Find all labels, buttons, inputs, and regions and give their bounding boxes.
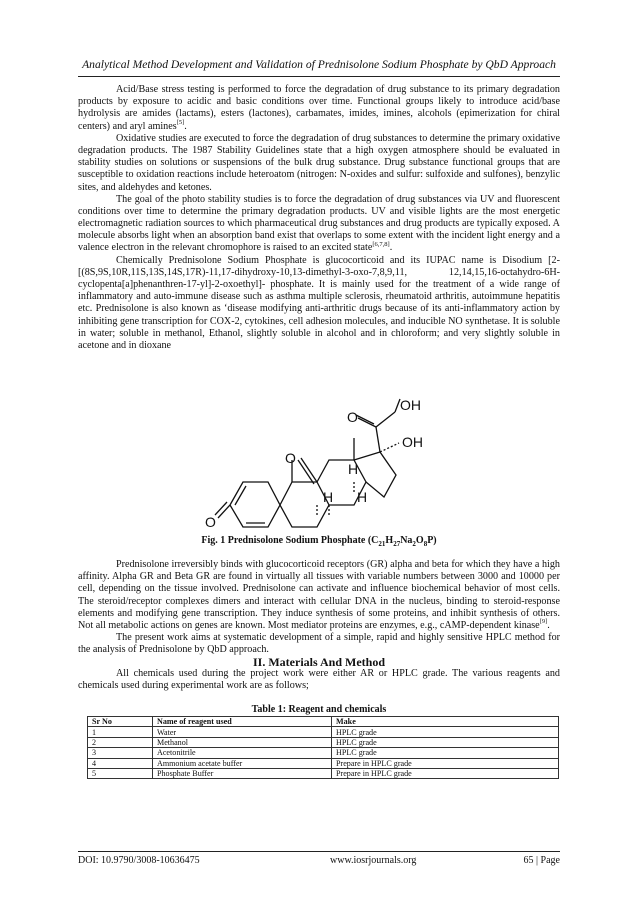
label-o-3: O [205, 514, 216, 530]
table-cell: HPLC grade [332, 727, 559, 737]
table-cell: Prepare in HPLC grade [332, 758, 559, 768]
paragraph-receptors: Prednisolone irreversibly binds with glucocorticoid receptors (GR) alpha and beta for which they have a high affinity. Alpha GR and Beta GR are found in virtually all tissues with variable numbers between 3000 and 10000 per cell, depending on the tissue involved. Prednisolone can activate and influence biochemical behavior of most cells. The steroid/receptor complexes dimers and interact with cellular DNA in the nucleus, binding to steroid-response elements and modifying gene transcription. They induce synthesis of some proteins, and inhibit synthesis of others. Not all metabolic actions on genes are known. Most mediator proteins are enzymes, e.g., cAMP-dependent kinase[9]. [78, 559, 560, 631]
footer-rule [78, 851, 560, 852]
column-header: Sr No [88, 717, 153, 727]
table-cell: HPLC grade [332, 748, 559, 758]
column-header: Name of reagent used [153, 717, 332, 727]
label-o-11: O [285, 450, 296, 466]
label-o-side: O [347, 409, 358, 425]
prednisolone-structure-figure [200, 396, 450, 546]
table-cell: Water [153, 727, 332, 737]
label-oh-top: OH [400, 397, 421, 413]
table-cell: Phosphate Buffer [153, 768, 332, 778]
table-row [88, 748, 559, 758]
reagent-table [87, 716, 559, 779]
table-row [88, 768, 559, 778]
paragraph-materials: All chemicals used during the project work were either AR or HPLC grade. The various reagents and chemicals used during experimental work are as follows; [78, 668, 560, 692]
label-oh-17: OH [402, 434, 423, 450]
table-row [88, 727, 559, 737]
header-rule [78, 76, 560, 77]
body-text-mid [78, 559, 560, 657]
footer-page-number: 65 | Page [523, 855, 560, 866]
body-text-materials [78, 668, 560, 692]
section-heading: II. Materials And Method [253, 655, 385, 669]
footer-site: www.iosrjournals.org [330, 855, 417, 866]
paragraph-aim: The present work aims at systematic development of a simple, rapid and highly sensitive HPLC method for the analysis of Prednisolone by QbD approach. [78, 632, 560, 656]
table-cell: 5 [88, 768, 153, 778]
label-h-14: H [348, 461, 359, 477]
table-cell: Methanol [153, 737, 332, 747]
paragraph-photostability: The goal of the photo stability studies is to force the degradation of drug substances via UV and fluorescent conditions over time to determine the primary degradation products. UV and visible lights are the most energetic electromagnetic radiation sources to which pharmaceutical drug substances and drug products are typically exposed. A molecule absorbs light when an absorption band exist that overlaps to some extent with the incident light energy and a valence electron in the relevant chromophore is raised to an excited state[6,7,8]. [78, 193, 560, 254]
table-cell: 4 [88, 758, 153, 768]
paragraph-acid-base: Acid/Base stress testing is performed to force the degradation of drug substance to its primary degradation products by exposure to acidic and basic conditions over time. Functional groups likely to introduce acid/base hydrolysis are amides (lactams), esters (lactones), carbamates, imides, imines, alcohols (epimerization for chiral centers) and aryl amines[5]. [78, 84, 560, 132]
paragraph-oxidative: Oxidative studies are executed to force the degradation of drug substances to determine the primary oxidative degradation products. The 1987 Stability Guidelines state that a high oxygen atmosphere should be evaluated in stability studies on solutions or suspensions of the bulk drug substance. Drug substance functional groups that are susceptible to oxidation reactions include heteroatom (nitrogen: N-oxides and sulfur: sulfoxide and sulfones), benzylic sites, and aldehydes and ketones. [78, 132, 560, 193]
table-cell: 3 [88, 748, 153, 758]
figure-caption: Fig. 1 Prednisolone Sodium Phosphate $(C_{21}H_{27}Na_2O_8P)$ [201, 535, 437, 548]
table-cell: Ammonium acetate buffer [153, 758, 332, 768]
table-cell: Prepare in HPLC grade [332, 768, 559, 778]
table-cell: HPLC grade [332, 737, 559, 747]
column-header: Make [332, 717, 559, 727]
table-header-row [88, 717, 559, 727]
table-row [88, 737, 559, 747]
table-row [88, 758, 559, 768]
table-cell: 1 [88, 727, 153, 737]
label-h-8: H [357, 489, 368, 505]
table-cell: Acetonitrile [153, 748, 332, 758]
label-h-9: H [323, 489, 334, 505]
table-cell: 2 [88, 737, 153, 747]
paragraph-chemistry: Chemically Prednisolone Sodium Phosphate is glucocorticoid and its IUPAC name is Disodium [2-[(8S,9S,10R,11S,13S,14S,17R)-11,17-dihydroxy-10,13-dimethyl-3-oxo-7,8,9,11, 12,14,15,16-octahydro-6H-cyclopenta[a]phenanthren-17-yl]-2-oxoethyl]- phosphate. It is mainly used for the treatment of a wide range of inflammatory and auto-immune disease such as asthma multiple sclerosis, rheumatoid arthritis, autoimmune hepatitis etc. Prednisolone is also known as ‘disease modifying anti-arthritic drugs because of its anti-inflammatory action by inhibiting gene transcription for COX-2, cytokines, cell adhesion molecules, and inducible NO synthetase. It is soluble in water; soluble in methanol, Ethanol, slightly soluble in alcohol and in chloroform; and very slightly soluble in acetone and in dioxane [78, 254, 560, 351]
running-header: Analytical Method Development and Validation of Prednisolone Sodium Phosphate by QbD Approach [82, 58, 556, 71]
footer-doi: DOI: 10.9790/3008-10636475 [78, 855, 200, 866]
body-text-top [78, 84, 560, 352]
table-caption: Table 1: Reagent and chemicals [251, 704, 387, 715]
